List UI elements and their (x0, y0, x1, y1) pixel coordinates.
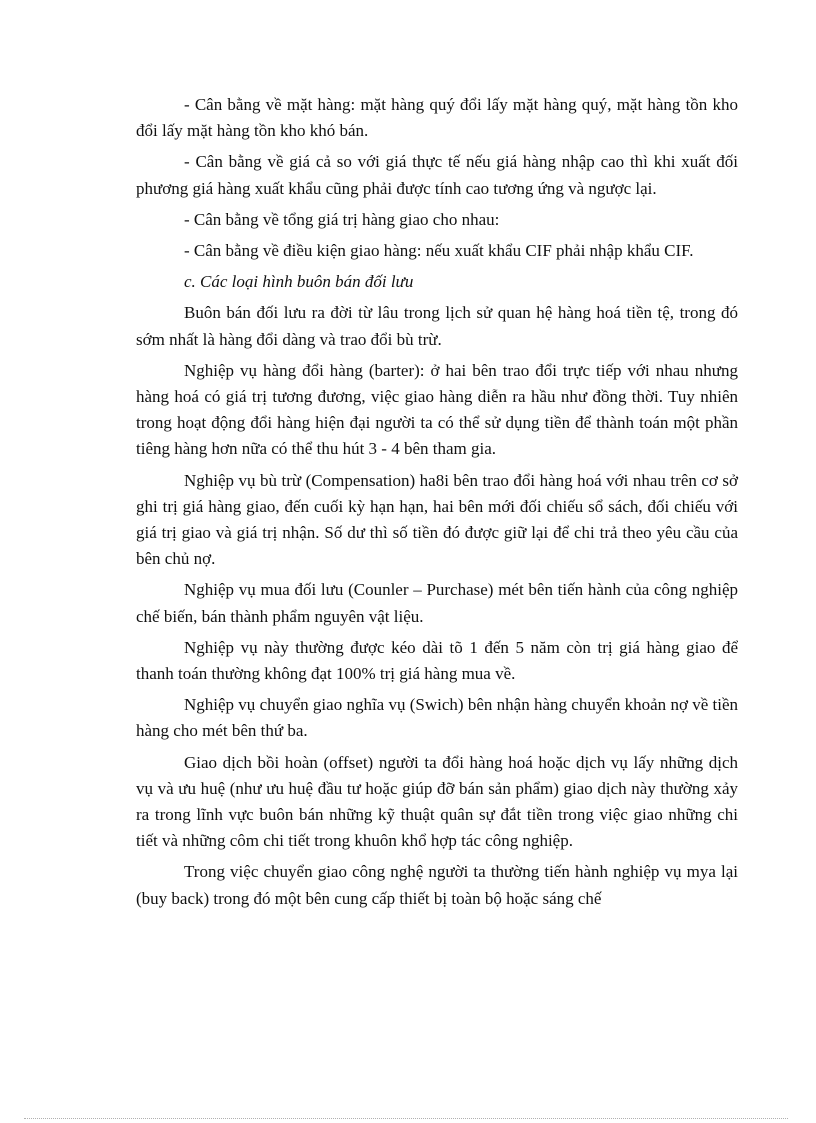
paragraph-balance-total-value: - Cân bằng về tổng giá trị hàng giao cho nhau: (184, 209, 500, 229)
paragraph-counter-purchase: Nghiệp vụ mua đối lưu (Counler – Purchase) mét bên tiến hành của công nghiệp chế biến, bán thành phẩm nguyên vật liệu. (136, 580, 738, 626)
page-bottom-divider (24, 1118, 788, 1119)
document-page (136, 92, 738, 917)
paragraph-switch: Nghiệp vụ chuyển giao nghĩa vụ (Swich) bên nhận hàng chuyển khoản nợ về tiền hàng cho mét bên thứ ba. (136, 695, 738, 741)
paragraph-balance-goods: - Cân bằng về mặt hàng: mặt hàng quý đổi lấy mặt hàng quý, mặt hàng tồn kho đổi lấy mặt hàng tồn kho khó bán. (136, 95, 738, 141)
paragraph-barter: Nghiệp vụ hàng đổi hàng (barter): ở hai bên trao đổi trực tiếp với nhau nhưng hàng hoá có giá trị tương đương, việc giao hàng diễn ra hầu như đồng thời. Tuy nhiên trong hoạt động đổi hàng hiện đại người ta có thể sử dụng tiền để thành toán một phần tiêng hàng hơn nữa có thể thu hút 3 - 4 bên tham gia. (136, 360, 738, 459)
paragraph-compensation: Nghiệp vụ bù trừ (Compensation) ha8i bên trao đổi hàng hoá với nhau trên cơ sở ghi trị giá hàng giao, đến cuối kỳ hạn hạn, hai bên mới đối chiếu sổ sách, đối chiếu với giá trị giao và giá trị nhận. Số dư thì số tiền đó được giữ lại để chi trả theo yêu cầu của bên chủ nợ. (136, 470, 738, 569)
paragraph-duration: Nghiệp vụ này thường được kéo dài tõ 1 đến 5 năm còn trị giá hàng giao để thanh toán thường không đạt 100% trị giá hàng mua về. (136, 637, 738, 684)
paragraph-history: Buôn bán đối lưu ra đời từ lâu trong lịch sử quan hệ hàng hoá tiền tệ, trong đó sớm nhất là hàng đổi dàng và trao đổi bù trừ. (136, 303, 738, 349)
paragraph-offset: Giao dịch bồi hoàn (offset) người ta đổi hàng hoá hoặc dịch vụ lấy những dịch vụ và ưu huệ (như ưu huệ đầu tư hoặc giúp đỡ bán sản phẩm) giao dịch này thường xảy ra trong lĩnh vực buôn bán những kỹ thuật quân sự đắt tiền trong việc giao những chi tiết và những côm chi tiết trong khuôn khổ hợp tác công nghiệp. (136, 752, 738, 851)
paragraph-balance-delivery: - Cân bằng về điều kiện giao hàng: nếu xuất khẩu CIF phải nhập khẩu CIF. (184, 241, 694, 261)
paragraph-buy-back: Trong việc chuyển giao công nghệ người ta thường tiến hành nghiệp vụ mya lại (buy back) trong đó một bên cung cấp thiết bị toàn bộ hoặc sáng chế (136, 862, 738, 908)
section-heading: c. Các loại hình buôn bán đối lưu (184, 272, 414, 292)
paragraph-balance-price: - Cân bằng về giá cả so với giá thực tế nếu giá hàng nhập cao thì khi xuất đối phương giá hàng xuất khẩu cũng phải được tính cao tương ứng và ngược lại. (136, 152, 738, 198)
